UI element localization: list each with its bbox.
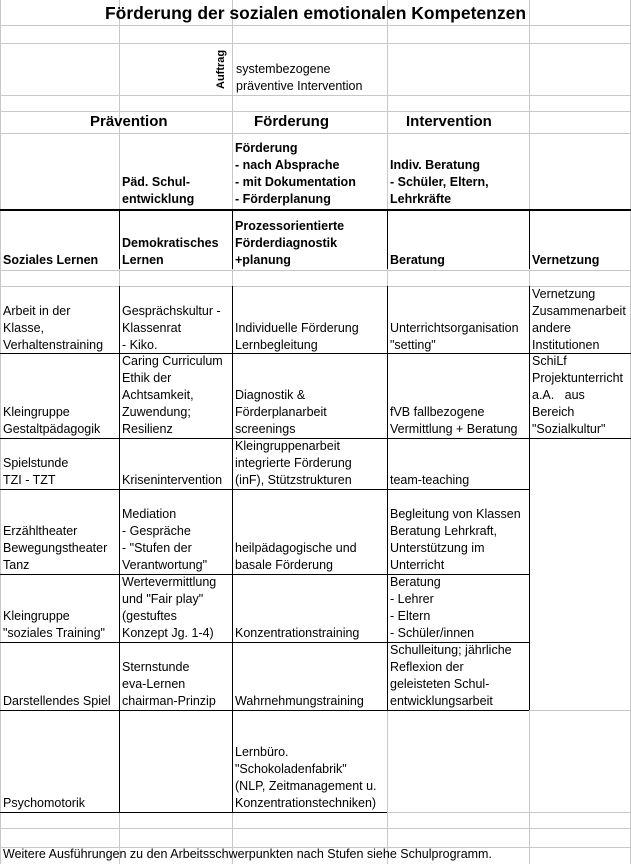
table-cell-r4-demokratisch: Mediation - Gespräche - "Stufen der Verantwortung" [122,507,208,572]
table-cell-r7-sozial: Psychomotorik [3,796,85,810]
table-cell-r6-sozial: Darstellendes Spiel [3,694,111,708]
table-cell-r4-beratung: Begleitung von Klassen Beratung Lehrkraft, Unterstützung im Unterricht [390,507,521,572]
upper-foerderung: Förderung - nach Absprache - mit Dokumentation - Förderplanung [235,141,356,206]
table-cell-r1-demokratisch: Gesprächskultur - Klassenrat - Kiko. [122,304,221,352]
table-cell-r1-vernetzung: Vernetzung Zusammenarbeit andere Institutionen [532,287,626,352]
table-cell-r2-beratung: fVB fallbezogene Vermittlung + Beratung [390,405,518,436]
table-cell-r3-demokratisch: Krisenintervention [122,473,223,487]
section-foerderung: Förderung [254,113,329,130]
upper-schulentwicklung: Päd. Schul- entwicklung [122,175,195,206]
column-header-diagnostik: Prozessorientierte Förderdiagnostik +planung [235,219,345,267]
page-title: Förderung der sozialen emotionalen Kompetenzen [104,3,527,23]
column-header-sozial: Soziales Lernen [3,253,99,267]
table-cell-r1-sozial: Arbeit in der Klasse, Verhaltenstraining [3,304,104,352]
table-cell-r1-beratung: Unterrichtsorganisation "setting" [390,321,519,352]
column-header-vernetzung: Vernetzung [532,253,600,267]
table-cell-r3-diagnostik: Kleingruppenarbeit integrierte Förderung (inF), Stützstrukturen [235,439,352,487]
table-cell-r6-diagnostik: Wahrnehmungstraining [235,694,364,708]
table-cell-r2-sozial: Kleingruppe Gestaltpädagogik [3,405,101,436]
table-cell-r4-sozial: Erzähltheater Bewegungstheater Tanz [3,524,108,572]
table-cell-r6-beratung: Schulleitung; jährliche Reflexion der geleisteten Schul- entwicklungsarbeit [390,643,512,708]
section-praevention: Prävention [90,113,168,130]
table-cell-r3-sozial: Spielstunde TZI - TZT [3,456,69,487]
table-cell-r2-diagnostik: Diagnostik & Förderplanarbeit screenings [235,388,327,436]
table-cell-r7-diagnostik: Lernbüro. "Schokoladenfabrik" (NLP, Zeitmanagement u. Konzentrationstechniken) [235,745,377,810]
table-cell-r6-demokratisch: Sternstunde eva-Lernen chairman-Prinzip [122,660,216,708]
table-cell-r4-diagnostik: heilpädagogische und basale Förderung [235,541,357,572]
table-cell-r2-demokratisch: Caring Curriculum Ethik der Achtsamkeit, Zuwendung; Resilienz [122,354,223,436]
upper-beratung: Indiv. Beratung - Schüler, Eltern, Lehrkräfte [390,158,489,206]
table-cell-r5-beratung: Beratung - Lehrer - Eltern - Schüler/innen [390,575,475,640]
section-intervention: Intervention [406,113,492,130]
table-cell-r3-beratung: team-teaching [390,473,470,487]
column-header-demokratisch: Demokratisches Lernen [122,236,219,267]
footer-note: Weitere Ausführungen zu den Arbeitsschwerpunkten nach Stufen siehe Schulprogramm. [3,847,492,861]
table-cell-r5-diagnostik: Konzentrationstraining [235,626,360,640]
table-cell-r1-diagnostik: Individuelle Förderung Lernbegleitung [235,321,359,352]
column-header-beratung: Beratung [390,253,445,267]
auftrag-text: systembezogene präventive Intervention [236,62,363,93]
table-cell-r5-sozial: Kleingruppe "soziales Training" [3,609,105,640]
auftrag-label: Auftrag [215,49,227,89]
table-cell-r2-vernetzung: SchiLf Projektunterricht a.A. aus Bereich "Sozialkultur" [532,354,624,436]
table-cell-r5-demokratisch: Wertevermittlung und "Fair play" (gestuftes Konzept Jg. 1-4) [122,575,217,640]
